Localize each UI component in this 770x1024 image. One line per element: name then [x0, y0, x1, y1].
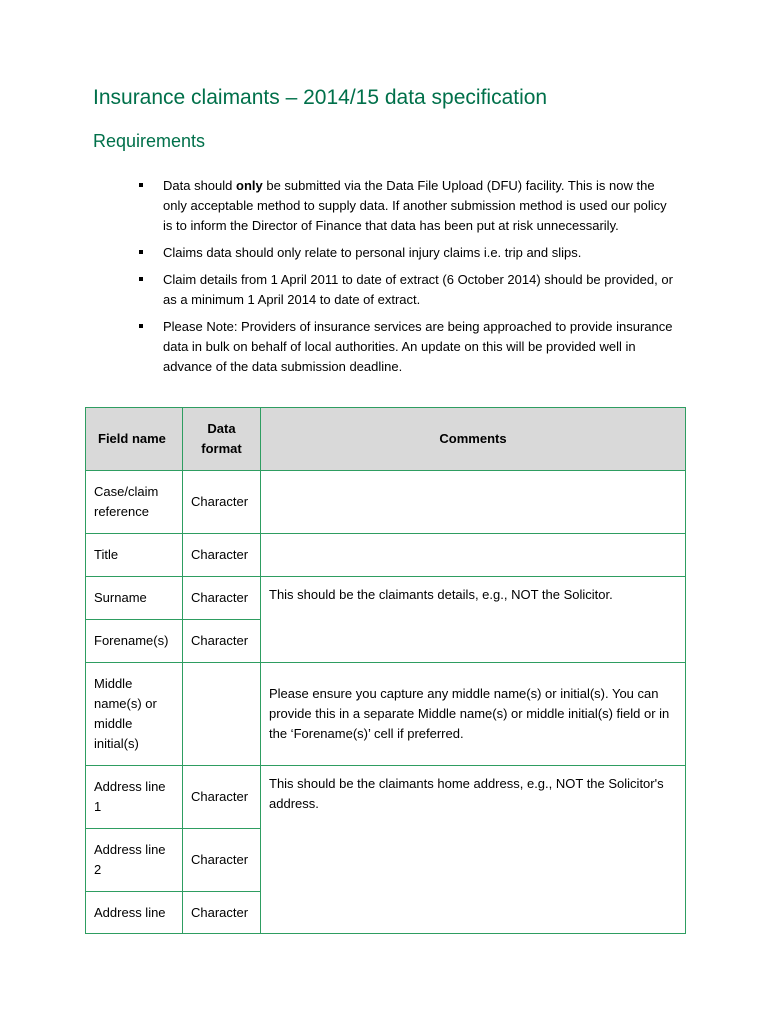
- field-name-cell: Middle name(s) or middle initial(s): [86, 663, 183, 766]
- header-comments: Comments: [261, 408, 686, 471]
- data-format-cell: Character: [183, 577, 261, 620]
- requirement-item: Please Note: Providers of insurance services are being approached to provide insurance data in bulk on behalf of local authorities. An update on this will be provided well in advance of the data submission deadline.: [139, 317, 679, 377]
- data-format-cell: Character: [183, 534, 261, 577]
- table-row: [86, 766, 686, 829]
- data-format-cell: Character: [183, 829, 261, 892]
- requirement-item: Claims data should only relate to personal injury claims i.e. trip and slips.: [139, 243, 679, 263]
- data-format-cell: Character: [183, 766, 261, 829]
- requirements-list: [139, 176, 679, 384]
- field-name-cell: Address line 2: [86, 829, 183, 892]
- table-row: [86, 577, 686, 620]
- comments-cell: [261, 471, 686, 534]
- requirement-item: Claim details from 1 April 2011 to date of extract (6 October 2014) should be provided, or as a minimum 1 April 2014 to date of extract.: [139, 270, 679, 310]
- comments-cell-claimant-details: This should be the claimants details, e.g., NOT the Solicitor.: [261, 577, 686, 663]
- field-name-cell: Title: [86, 534, 183, 577]
- document-title: Insurance claimants – 2014/15 data specification: [93, 86, 548, 109]
- bullet-square-icon: [139, 183, 143, 187]
- section-heading-requirements: Requirements: [93, 131, 206, 151]
- data-format-cell: [183, 663, 261, 766]
- comments-cell: [261, 534, 686, 577]
- field-name-cell: Forename(s): [86, 620, 183, 663]
- bullet-square-icon: [139, 250, 143, 254]
- header-field-name: Field name: [86, 408, 183, 471]
- bullet-square-icon: [139, 324, 143, 328]
- comments-cell-middle-name: Please ensure you capture any middle name(s) or initial(s). You can provide this in a separate Middle name(s) or middle initial(s) field or in the ‘Forename(s)’ cell if preferred.: [261, 663, 686, 766]
- data-format-cell: Character: [183, 471, 261, 534]
- data-format-cell: Character: [183, 892, 261, 934]
- comments-cell-home-address: This should be the claimants home address, e.g., NOT the Solicitor's address.: [261, 766, 686, 934]
- data-specification-table: [85, 407, 686, 934]
- table-row: [86, 471, 686, 534]
- field-name-cell: Surname: [86, 577, 183, 620]
- data-format-cell: Character: [183, 620, 261, 663]
- table-header-row: [86, 408, 686, 471]
- header-data-format: Data format: [183, 408, 261, 471]
- requirement-item: Data should only be submitted via the Data File Upload (DFU) facility. This is now the only acceptable method to supply data. If another submission method is used our policy is to inform the Director of Finance that data has been put at risk unnecessarily.: [139, 176, 679, 236]
- bullet-square-icon: [139, 277, 143, 281]
- field-name-cell: Case/claim reference: [86, 471, 183, 534]
- table-row: [86, 663, 686, 766]
- field-name-cell: Address line 1: [86, 766, 183, 829]
- table-row: [86, 534, 686, 577]
- field-name-cell: Address line: [86, 892, 183, 934]
